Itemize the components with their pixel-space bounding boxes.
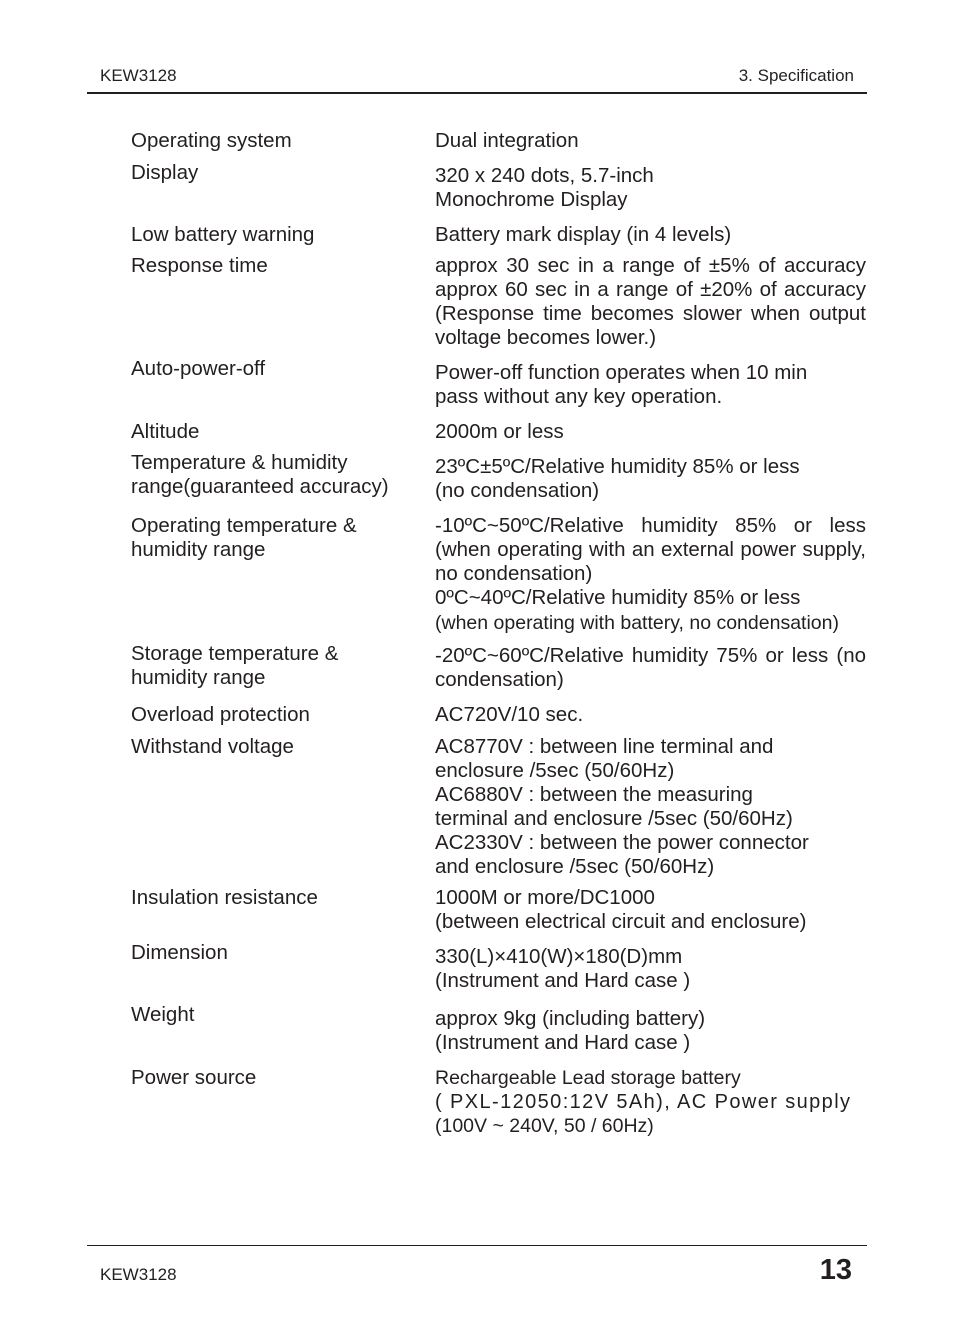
spec-value-operating-temp-battery-note: (when operating with battery, no condensation) [435, 612, 839, 634]
spec-value-dimension: 330(L)×410(W)×180(D)mm (Instrument and Hard case ) [435, 945, 691, 992]
spec-label-insulation: Insulation resistance [131, 886, 318, 909]
spec-value-withstand-voltage: AC8770V : between line terminal and enclosure /5sec (50/60Hz) AC6880V : between the measuring terminal and enclosure /5sec (50/60Hz) AC2330V : between the power connector and enclosure /5sec (50/60Hz) [435, 735, 809, 878]
spec-label-operating-system: Operating system [131, 129, 292, 152]
spec-value-low-battery: Battery mark display (in 4 levels) [435, 223, 732, 246]
spec-label-response-time: Response time [131, 254, 268, 277]
spec-label-auto-power-off: Auto-power-off [131, 357, 266, 380]
header-section-title: 3. Specification [738, 66, 854, 85]
spec-label-overload: Overload protection [131, 703, 310, 726]
spec-label-withstand-voltage: Withstand voltage [131, 735, 294, 758]
page-number: 13 [819, 1254, 852, 1286]
spec-value-power-source-model: ( PXL-12050:12V 5Ah), AC Power supply [435, 1091, 852, 1113]
spec-value-insulation: 1000M or more/DC1000 (between electrical circuit and enclosure) [435, 886, 807, 933]
spec-value-operating-temp-battery: 0ºC~40ºC/Relative humidity 85% or less [435, 586, 801, 609]
spec-label-altitude: Altitude [131, 420, 200, 443]
spec-label-dimension: Dimension [131, 941, 228, 964]
spec-label-power-source: Power source [131, 1066, 257, 1089]
spec-label-display: Display [131, 161, 199, 184]
spec-value-altitude: 2000m or less [435, 420, 564, 443]
spec-value-operating-temp: -10ºC~50ºC/Relative humidity 85% or less (when operating with an external power supply, no condensation) [435, 514, 866, 585]
spec-value-weight: approx 9kg (including battery) (Instrument and Hard case ) [435, 1007, 706, 1054]
spec-value-auto-power-off: Power-off function operates when 10 min pass without any key operation. [435, 361, 808, 408]
footer-divider [87, 1245, 867, 1246]
spec-value-temp-humidity-accuracy: 23ºC±5ºC/Relative humidity 85% or less (no condensation) [435, 455, 800, 502]
spec-value-operating-system: Dual integration [435, 129, 579, 152]
footer-model: KEW3128 [100, 1265, 177, 1284]
spec-value-power-source: Rechargeable Lead storage battery [435, 1067, 741, 1089]
spec-value-display: 320 x 240 dots, 5.7-inch Monochrome Display [435, 164, 654, 211]
spec-value-overload: AC720V/10 sec. [435, 703, 584, 726]
header-divider [87, 92, 867, 94]
spec-label-storage-temp: Storage temperature & humidity range [131, 642, 339, 689]
header-model: KEW3128 [100, 66, 177, 85]
spec-label-temp-humidity-accuracy: Temperature & humidity range(guaranteed accuracy) [131, 451, 389, 498]
spec-label-weight: Weight [131, 1003, 195, 1026]
spec-label-operating-temp: Operating temperature & humidity range [131, 514, 357, 561]
spec-value-response-time: approx 30 sec in a range of ±5% of accuracy approx 60 sec in a range of ±20% of accuracy (Response time becomes slower when output voltage becomes lower.) [435, 254, 866, 349]
spec-value-power-source-ac: (100V ~ 240V, 50 / 60Hz) [435, 1115, 654, 1137]
spec-value-storage-temp: -20ºC~60ºC/Relative humidity 75% or less (no condensation) [435, 644, 866, 691]
spec-label-low-battery: Low battery warning [131, 223, 315, 246]
